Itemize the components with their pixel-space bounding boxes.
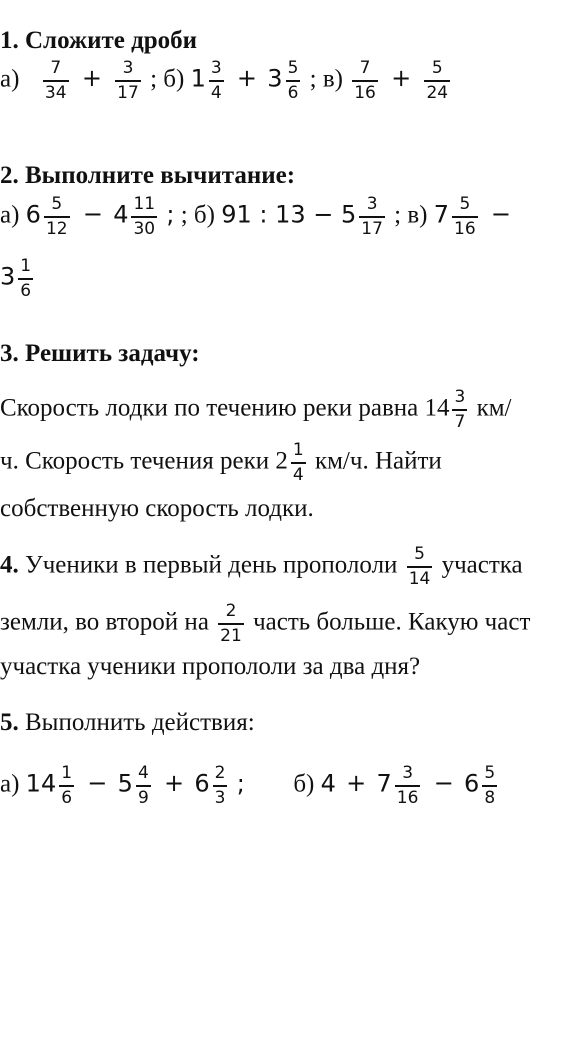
task4-line1: 4. Ученики в первый день пропололи $\frac{5}{14}$ участка	[0, 544, 523, 589]
task3-line1: Скорость лодки по течению реки равна 14 $\frac{3}{7}$ км/	[0, 387, 512, 432]
task1-label-c: ; в)	[309, 65, 343, 93]
task3-line3: собственную скорость лодки.	[0, 495, 314, 522]
fraction: $\frac{5}{24}$	[426, 58, 449, 103]
fraction: $\frac{5}{14}$	[408, 544, 431, 589]
fraction: $\frac{3}{4}$	[210, 58, 222, 103]
fraction: $\frac{5}{12}$	[45, 194, 68, 239]
fraction: $\frac{7}{16}$	[354, 58, 376, 103]
task2-title: 2. Выполните вычитание:	[0, 162, 296, 189]
task5-label-b: б)	[293, 770, 315, 798]
task3-title: 3. Решить задачу:	[0, 340, 200, 367]
fraction: $\frac{2}{3}$	[214, 763, 226, 808]
task2-label-c: ; в)	[394, 201, 428, 229]
fraction: $\frac{11}{30}$	[133, 194, 156, 239]
task2-expression-cont: 3 $\frac{1}{6}$	[0, 256, 32, 301]
fraction: $\frac{5}{8}$	[484, 763, 496, 808]
task2-expr: 91 : 13 − 5	[221, 200, 357, 229]
fraction: $\frac{3}{16}$	[396, 763, 419, 808]
fraction: $\frac{1}{4}$	[292, 440, 304, 485]
fraction: $\frac{1}{6}$	[61, 763, 73, 808]
fraction: $\frac{5}{6}$	[287, 58, 299, 103]
task4-line3: участка ученики пропололи за два дня?	[0, 653, 421, 680]
fraction: $\frac{7}{34}$	[44, 58, 67, 103]
task5-expression: а) 14 $\frac{1}{6}$ − 5 $\frac{4}{9}$ + 6 $\frac{2}{3}$ ; б) 4 + 7 $\frac{3}{16}$ − 6 $\frac{5}{8}$	[0, 763, 496, 808]
fraction: $\frac{2}{21}$	[220, 601, 242, 646]
fraction: $\frac{4}{9}$	[137, 763, 149, 808]
task2-label-a: а)	[0, 201, 20, 229]
fraction: $\frac{3}{17}$	[361, 194, 383, 239]
task1-title: 1. Сложите дроби	[0, 27, 198, 54]
fraction: $\frac{5}{16}$	[454, 194, 476, 239]
task1-expression: а) $\frac{7}{34}$ + $\frac{3}{17}$ ; б) 1 $\frac{3}{4}$ + 3 $\frac{5}{6}$ ; в) $\frac{7}{16}$ + $\frac{5}{24}$	[0, 58, 449, 103]
task4-number: 4.	[0, 551, 19, 579]
task5-label-a: а)	[0, 770, 20, 798]
task3-line2: ч. Скорость течения реки 2 $\frac{1}{4}$ км/ч. Найти	[0, 440, 442, 485]
fraction: $\frac{3}{7}$	[454, 387, 466, 432]
task5-number: 5.	[0, 709, 19, 736]
fraction: $\frac{1}{6}$	[20, 256, 32, 301]
task2-expression: а) 6 $\frac{5}{12}$ − 4 $\frac{11}{30}$ ; ; б) 91 : 13 − 5 $\frac{3}{17}$ ; в) 7 $\frac{5}{16}$ −	[0, 194, 512, 239]
task4-line2: земли, во второй на $\frac{2}{21}$ часть больше. Какую част	[0, 601, 531, 646]
task1-label-b: ; б)	[150, 65, 185, 93]
task5-title-line	[0, 710, 255, 735]
task2-label-b: ; б)	[180, 201, 215, 229]
task1-label-a: а)	[0, 65, 20, 93]
fraction: $\frac{3}{17}$	[117, 58, 139, 103]
task5-title: Выполнить действия:	[25, 709, 255, 736]
